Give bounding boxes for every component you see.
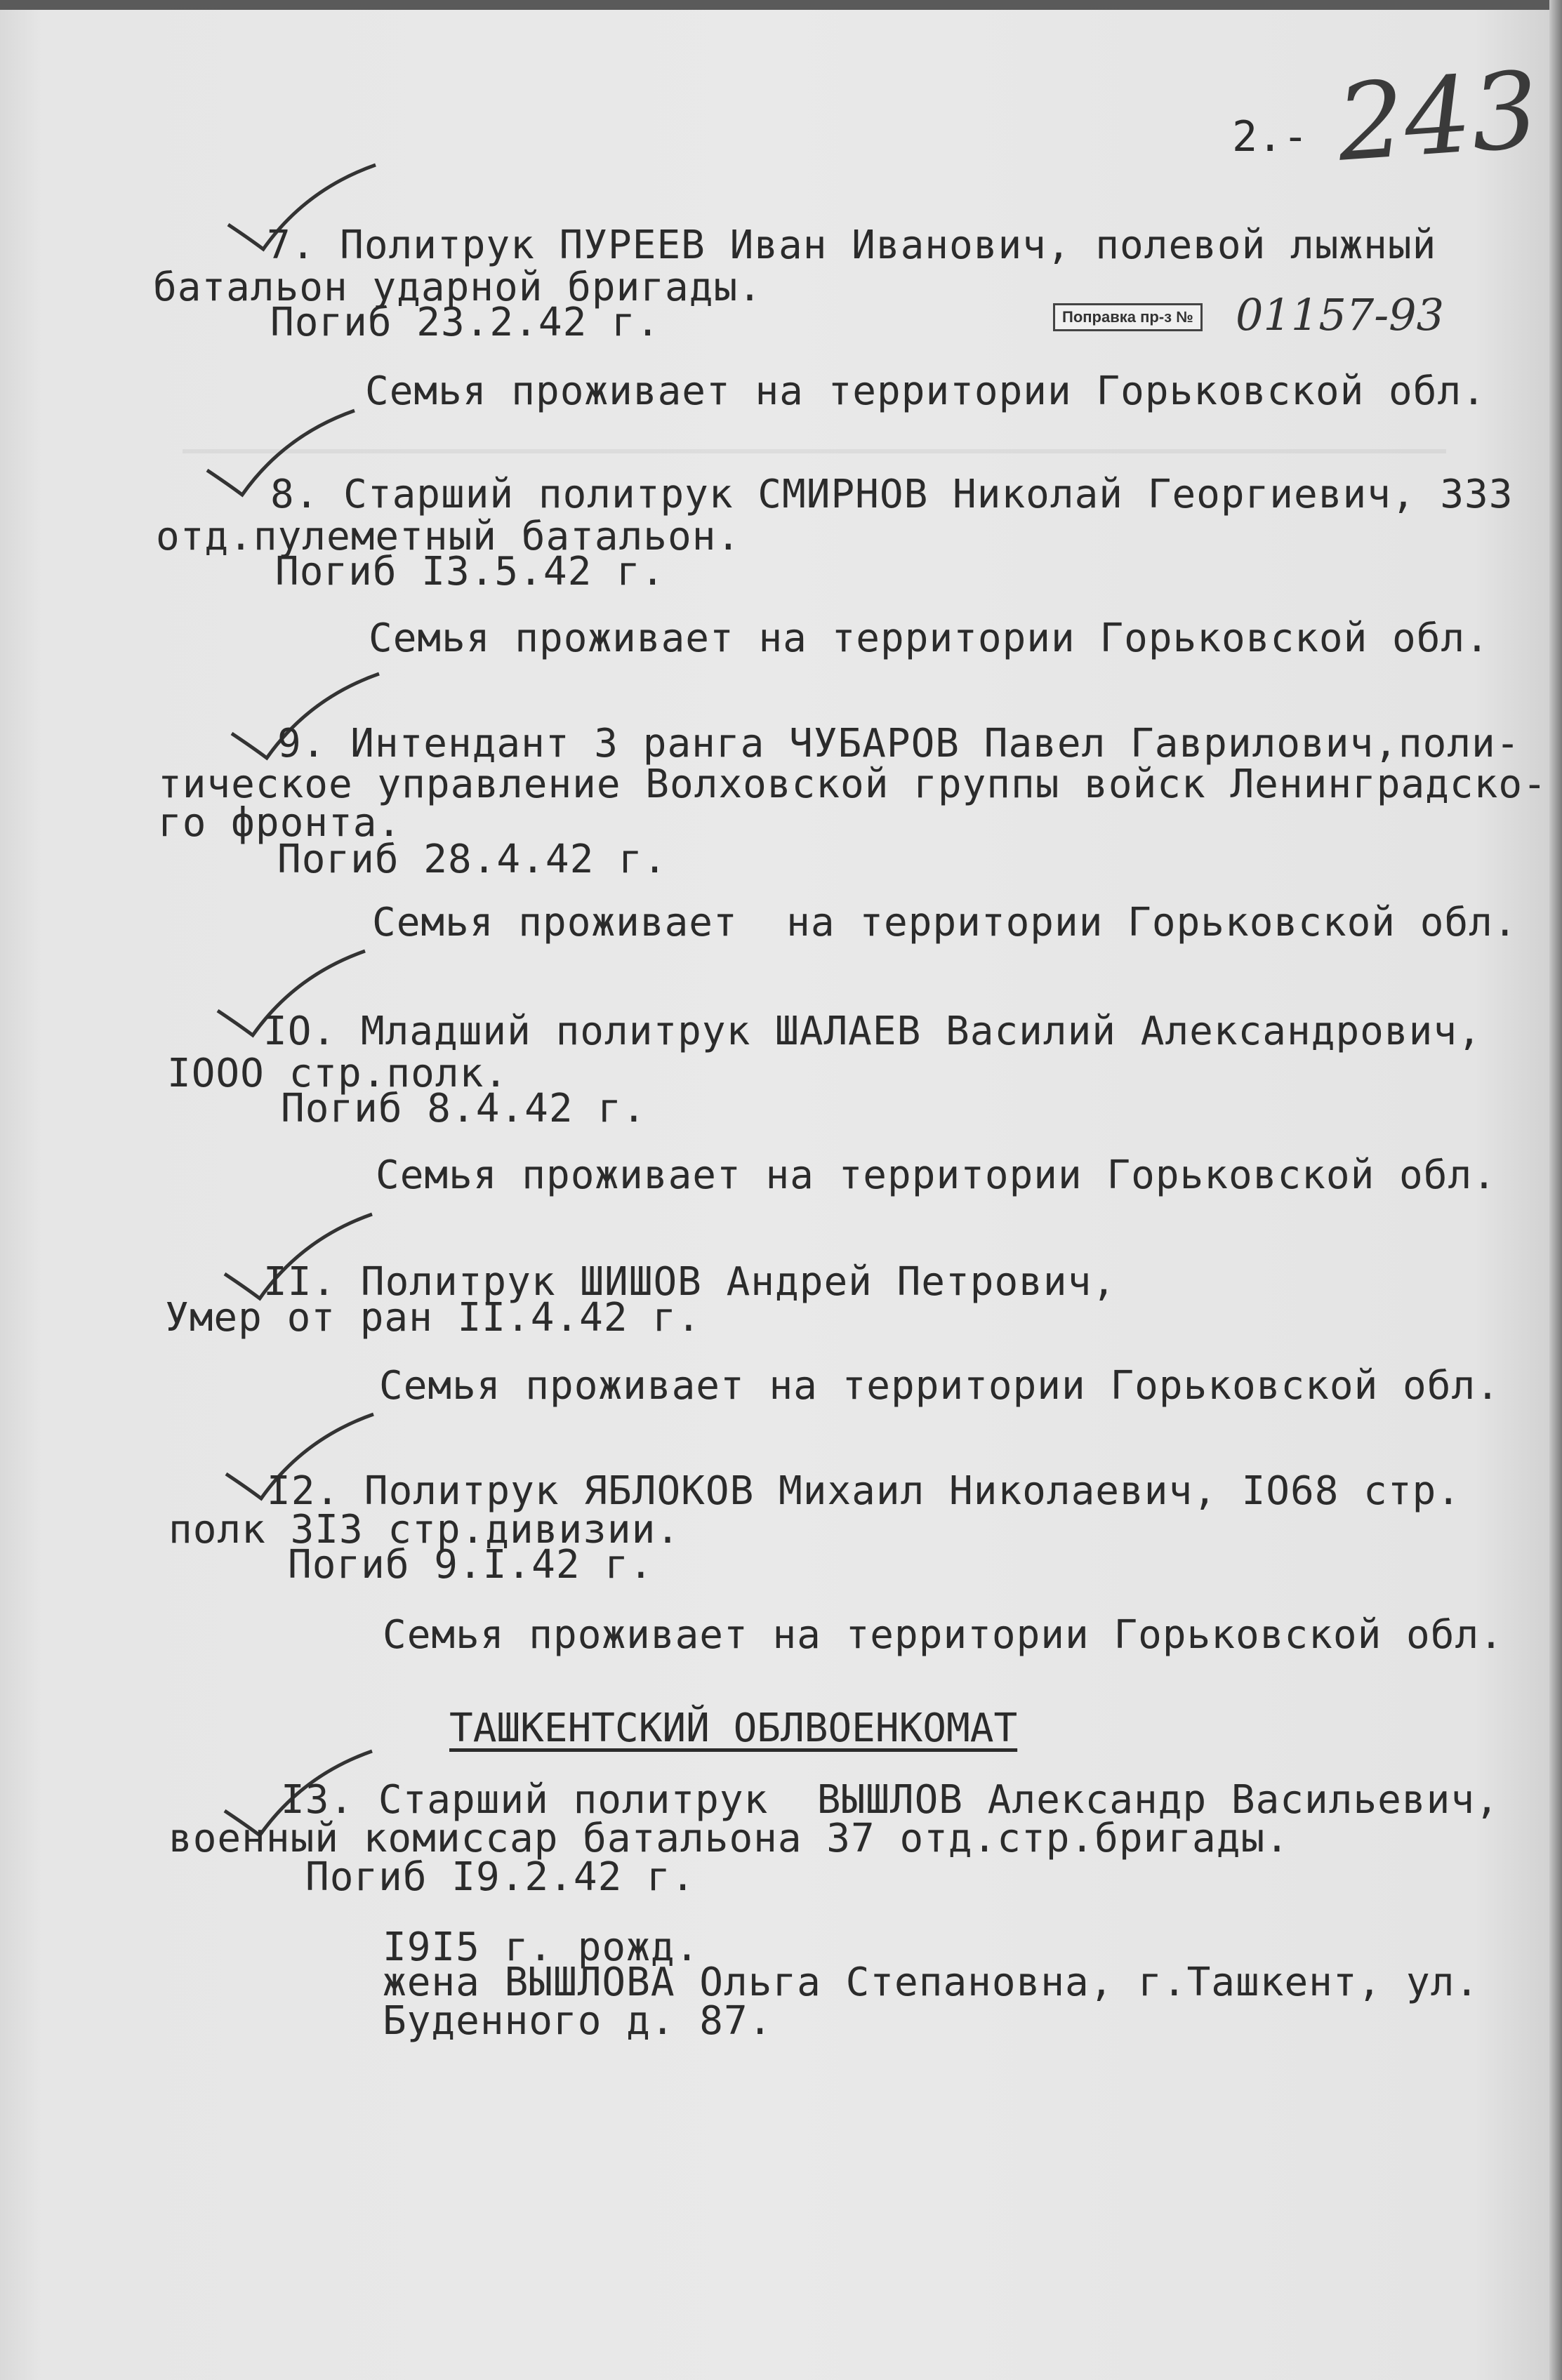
entry-12-line-1: I2. Политрук ЯБЛОКОВ Михаил Николаевич, IO68 стр.	[267, 1468, 1462, 1514]
entry-10-line-2: IOOO стр.полк.	[167, 1051, 509, 1096]
entry-9-family: Семья проживает на территории Горьковской обл.	[372, 900, 1518, 945]
entry-13-detail-1: I9I5 г. рожд.	[383, 1924, 700, 1970]
page-number: 2.-	[1232, 112, 1309, 161]
entry-13-detail-2: жена ВЫШЛОВА Ольга Степановна, г.Ташкент, ул.	[383, 1960, 1480, 2005]
entry-7-family: Семья проживает на территории Горьковской обл.	[365, 368, 1486, 414]
entry-10-family: Семья проживает на территории Горьковской обл.	[376, 1152, 1497, 1198]
entry-10-line-1: IO. Младший политрук ШАЛАЕВ Василий Александрович,	[263, 1009, 1482, 1054]
entry-10-line-3: Погиб 8.4.42 г.	[281, 1086, 647, 1131]
entry-11-family: Семья проживает на территории Горьковской обл.	[379, 1363, 1500, 1409]
entry-12-line-2: полк 3I3 стр.дивизии.	[168, 1507, 681, 1553]
entry-11-line-2: Умер от ран II.4.42 г.	[165, 1295, 701, 1341]
entry-13-detail-3: Буденного д. 87.	[383, 1998, 773, 2044]
entry-12-family: Семья проживает на территории Горьковской обл.	[383, 1612, 1504, 1658]
entry-13-line-2: военный комиссар батальона 37 отд.стр.бригады.	[168, 1816, 1290, 1861]
archive-page-number: 243	[1333, 49, 1543, 185]
entry-9-line-3: го фронта.	[158, 800, 402, 846]
scan-edge-top	[0, 0, 1562, 10]
entry-12-line-3: Погиб 9.I.42 г.	[288, 1542, 654, 1588]
entry-8-line-2: отд.пулеметный батальон.	[156, 514, 741, 559]
entry-8-family: Семья проживает на территории Горьковской обл.	[369, 616, 1490, 661]
entry-8-line-3: Погиб I3.5.42 г.	[275, 549, 666, 594]
entry-9-line-2: тическое управление Волховской группы войск Ленинградско-	[158, 762, 1547, 807]
entry-7-line-1: 7. Политрук ПУРЕЕВ Иван Иванович, полевой лыжный	[267, 222, 1437, 268]
section-heading: ТАШКЕНТСКИЙ ОБЛВОЕНКОМАТ	[449, 1706, 1018, 1751]
entry-7-line-2: батальон ударной бригады.	[153, 265, 762, 310]
correction-stamp: Поправка пр-з №	[1053, 303, 1203, 331]
entry-7-line-3: Погиб 23.2.42 г.	[270, 300, 661, 345]
entry-11-line-1: II. Политрук ШИШОВ Андрей Петрович,	[263, 1259, 1117, 1305]
entry-9-line-1: 9. Интендант 3 ранга ЧУБАРОВ Павел Гаврилович,поли-	[277, 721, 1521, 766]
scan-edge-right	[1549, 0, 1562, 2380]
entry-13-line-1: I3. Старший политрук ВЫШЛОВ Александр Васильевич,	[281, 1777, 1500, 1823]
entry-13-line-3: Погиб I9.2.42 г.	[305, 1854, 696, 1900]
entry-8-line-1: 8. Старший политрук СМИРНОВ Николай Георгиевич, 333	[270, 472, 1514, 517]
entry-9-line-4: Погиб 28.4.42 г.	[277, 837, 668, 882]
correction-stamp-value: 01157-93	[1236, 289, 1445, 340]
